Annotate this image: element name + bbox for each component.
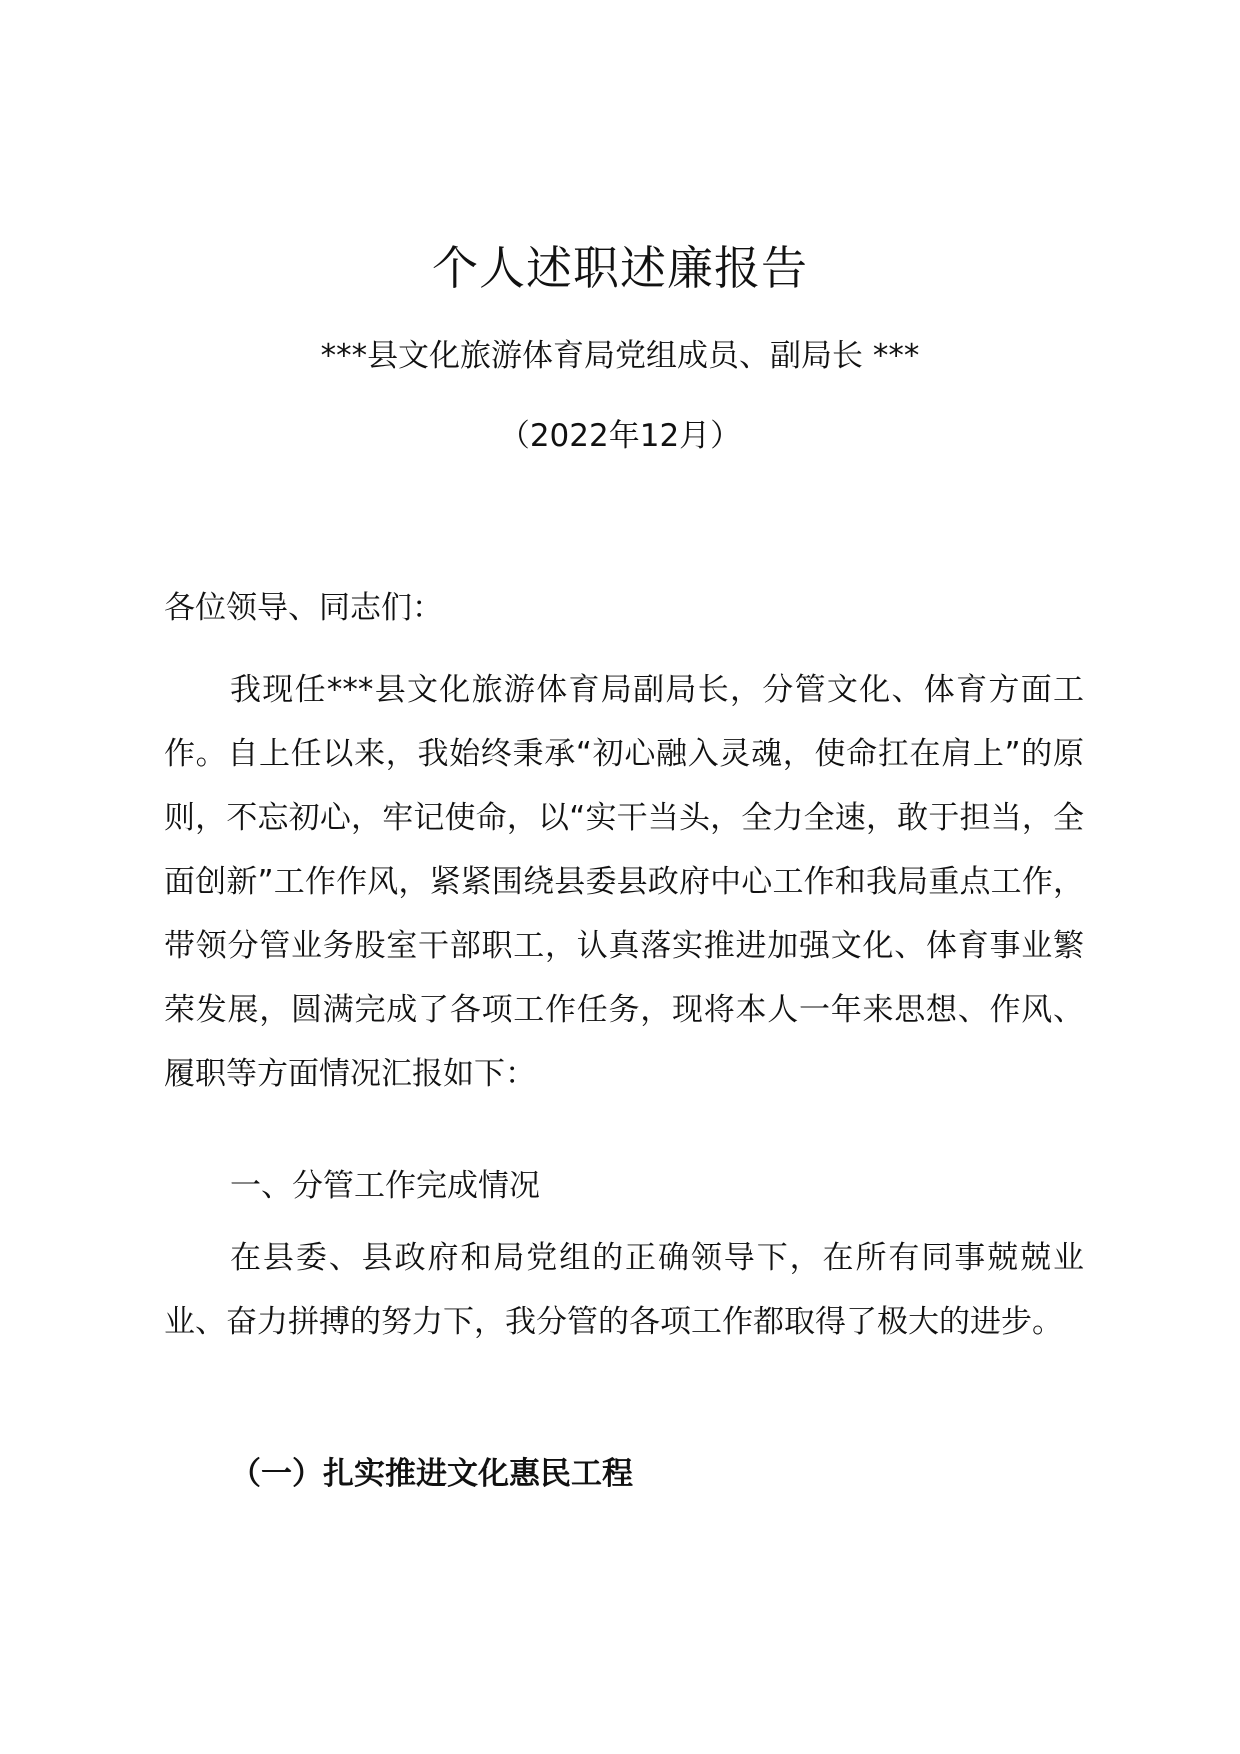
section-heading-1: 一、分管工作完成情况 [230,1168,540,1204]
subsection-heading-1: （一）扎实推进文化惠民工程 [230,1456,633,1492]
date-line: （2022年12月） [498,418,742,454]
author-line: ***县文化旅游体育局党组成员、副局长 *** [320,338,920,374]
document-title: 个人述职述廉报告 [432,241,808,295]
body-paragraph-2: 在县委、县政府和局党组的正确领导下，在所有同事兢兢业业、奋力拼搏的努力下，我分管的各项工作都取得了极大的进步。 [164,1240,1084,1340]
body-paragraph-1: 我现任***县文化旅游体育局副局长，分管文化、体育方面工作。自上任以来，我始终秉承“初心融入灵魂，使命扛在肩上”的原则，不忘初心，牢记使命，以“实干当头，全力全速，敢于担当，全面创新”工作作风，紧紧围绕县委县政府中心工作和我局重点工作，带领分管业务股室干部职工，认真落实推进加强文化、体育事业繁荣发展，圆满完成了各项工作任务，现将本人一年来思想、作风、履职等方面情况汇报如下： [164,672,1084,1092]
salutation: 各位领导、同志们： [164,590,443,626]
